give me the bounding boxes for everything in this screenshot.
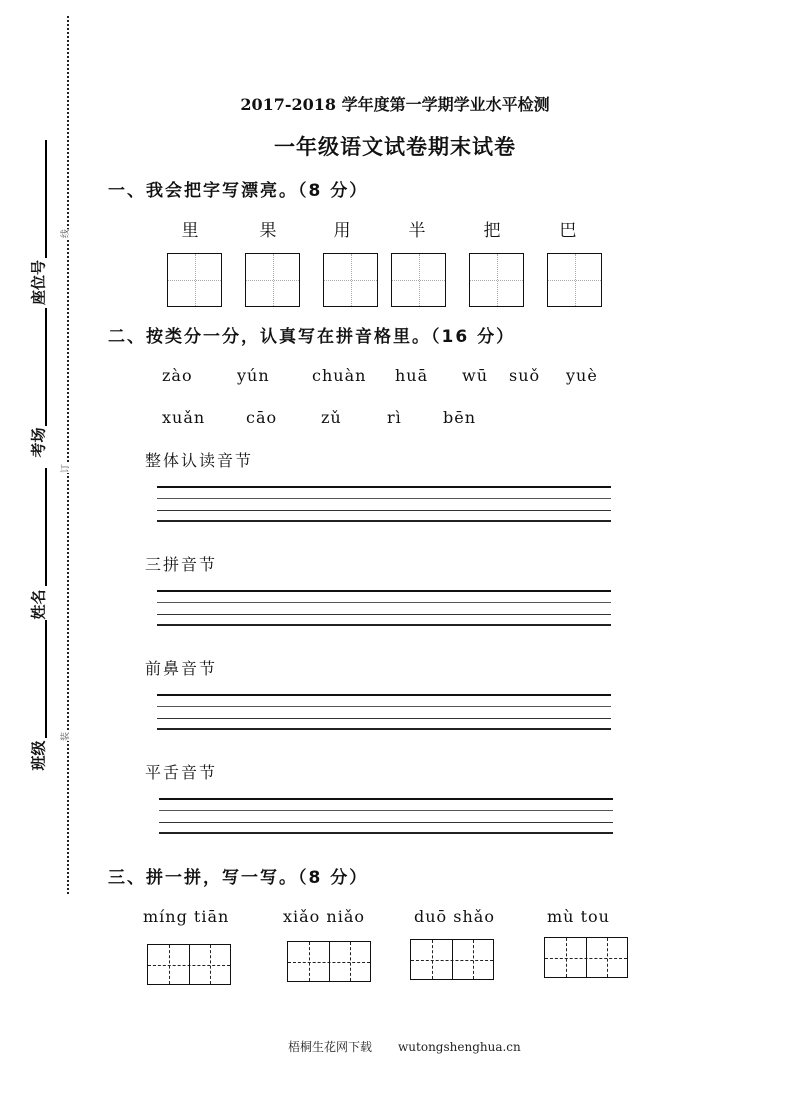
binding-mark-bind: 装	[58, 732, 71, 741]
pinyin-four-line-3[interactable]	[157, 694, 611, 730]
section3-heading: 三、拼一拼，写一写。（8 分）	[108, 868, 369, 888]
category-label-three-part: 三拼音节	[145, 555, 218, 574]
model-char-3: 用	[333, 221, 351, 241]
category-label-front-nasal: 前鼻音节	[145, 659, 218, 678]
answer-grid-2[interactable]	[287, 941, 371, 982]
model-char-2: 果	[259, 221, 277, 241]
pinyin-item: yuè	[566, 366, 598, 385]
binding-mark-line: 线	[58, 229, 71, 238]
tian-grid-box-4[interactable]	[391, 253, 446, 307]
pinyin-row-2	[0, 408, 790, 430]
name-underline	[45, 468, 47, 586]
pinyin-item: cāo	[246, 408, 278, 427]
tian-grid-box-2[interactable]	[245, 253, 300, 307]
model-char-6: 巴	[559, 221, 577, 241]
binding-mark-staple: 订	[58, 464, 71, 473]
tian-grid-box-5[interactable]	[469, 253, 524, 307]
pinyin-item: rì	[387, 408, 402, 427]
section1-heading: 一、我会把字写漂亮。（8 分）	[108, 181, 369, 201]
tian-grid-box-1[interactable]	[167, 253, 222, 307]
pinyin-item: yún	[237, 366, 270, 385]
answer-grid-3[interactable]	[410, 939, 494, 980]
model-char-4: 半	[408, 221, 426, 241]
class-label: 班级	[29, 740, 48, 771]
pinyin-row-1	[0, 366, 790, 388]
pinyin-item: bēn	[443, 408, 477, 427]
pinyin-item: chuàn	[312, 366, 367, 385]
footer-source: 梧桐生花网下载	[288, 1040, 373, 1054]
word-pinyin-3: duō shǎo	[414, 907, 495, 926]
exam-title: 一年级语文试卷期末试卷	[274, 135, 516, 159]
word-pinyin-4: mù tou	[547, 907, 610, 926]
section2-heading: 二、按类分一分，认真写在拼音格里。（16 分）	[108, 327, 516, 347]
tian-grid-box-6[interactable]	[547, 253, 602, 307]
seat-number-label: 座位号	[29, 260, 48, 306]
word-pinyin-2: xiǎo niǎo	[283, 907, 365, 926]
pinyin-four-line-4[interactable]	[159, 798, 613, 834]
pinyin-item: wū	[462, 366, 488, 385]
page-footer	[288, 1038, 521, 1055]
pinyin-item: xuǎn	[162, 408, 206, 427]
pinyin-item: suǒ	[509, 366, 541, 385]
category-label-flat-tongue: 平舌音节	[145, 763, 218, 782]
model-char-1: 里	[181, 221, 199, 241]
exam-subtitle: 2017-2018 学年度第一学期学业水平检测	[240, 95, 550, 114]
pinyin-item: zǔ	[321, 408, 342, 427]
tian-grid-box-3[interactable]	[323, 253, 378, 307]
pinyin-item: huā	[395, 366, 429, 385]
answer-grid-1[interactable]	[147, 944, 231, 985]
answer-grid-4[interactable]	[544, 937, 628, 978]
word-pinyin-1: míng tiān	[143, 907, 230, 926]
exam-room-label: 考场	[29, 427, 48, 458]
footer-url[interactable]: wutongshenghua.cn	[398, 1040, 521, 1054]
class-underline	[45, 620, 47, 738]
pinyin-item: zào	[162, 366, 193, 385]
model-char-5: 把	[483, 221, 501, 241]
pinyin-four-line-1[interactable]	[157, 486, 611, 522]
category-label-whole-syllables: 整体认读音节	[145, 451, 254, 470]
name-label: 姓名	[29, 589, 48, 620]
pinyin-four-line-2[interactable]	[157, 590, 611, 626]
